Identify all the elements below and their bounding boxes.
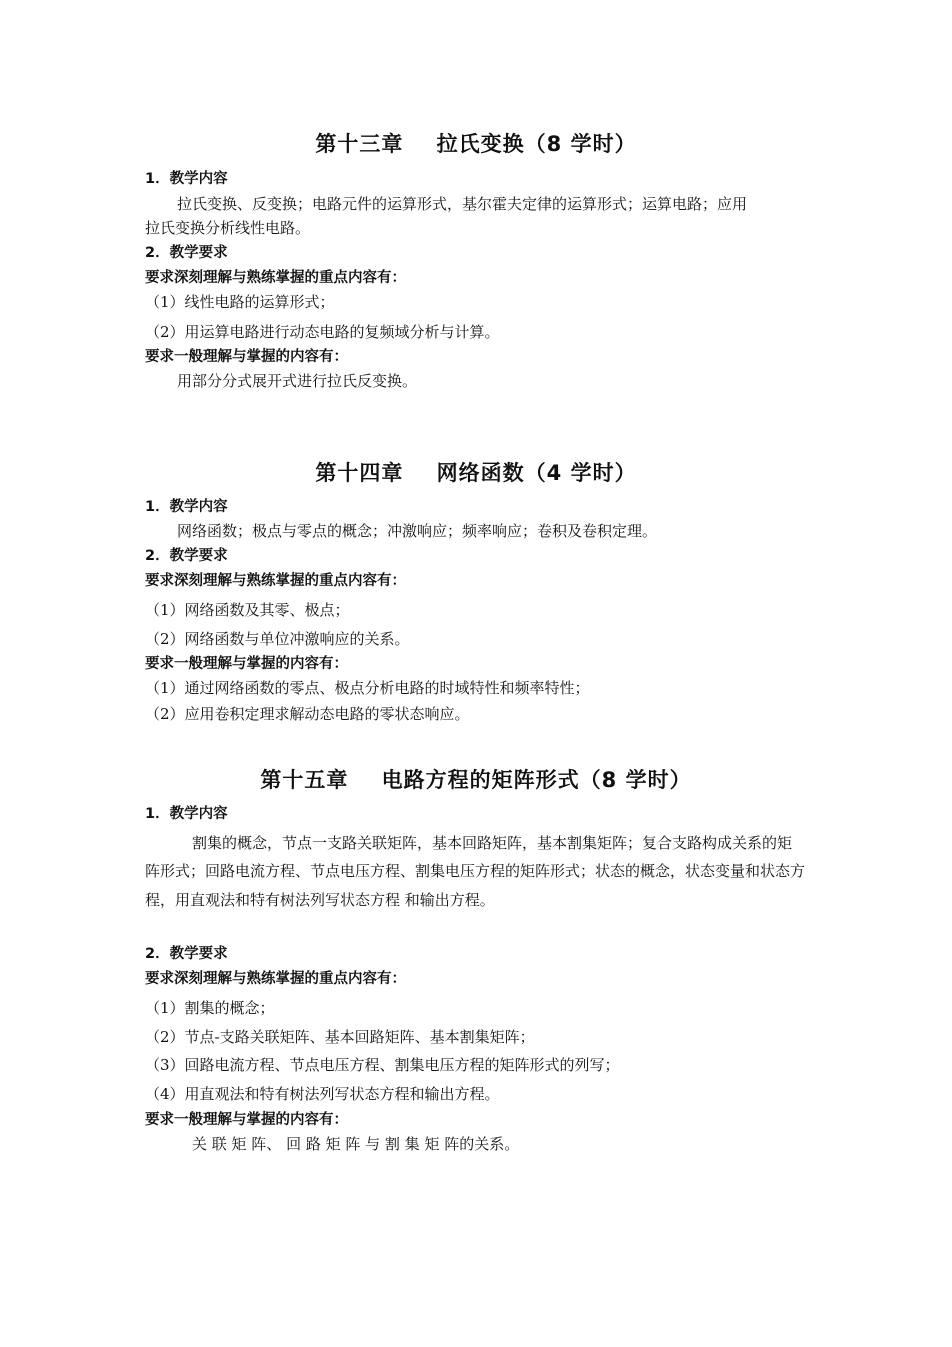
ch14-content-line1: 网络函数；极点与零点的概念；冲激响应；频率响应；卷积及卷积定理。 <box>177 522 658 540</box>
ch15-general-text: 关 联 矩 阵、 回 路 矩 阵 与 割 集 矩 阵的关系。 <box>192 1135 520 1153</box>
ch15-key-item-2: （2）节点-支路关联矩阵、基本回路矩阵、基本割集矩阵； <box>145 1028 535 1046</box>
ch14-key-heading: 要求深刻理解与熟练掌握的重点内容有： <box>145 573 406 589</box>
ch13-general-heading: 要求一般理解与掌握的内容有： <box>145 349 348 365</box>
ch13-key-item-1: （1）线性电路的运算形式； <box>145 293 335 311</box>
ch15-section1-heading: 1．教学内容 <box>145 806 228 822</box>
ch15-content-line1: 割集的概念，节点一支路关联矩阵，基本回路矩阵，基本割集矩阵；复合支路构成关系的矩 <box>192 834 793 852</box>
ch13-section2-heading: 2．教学要求 <box>145 245 228 261</box>
ch14-key-item-1: （1）网络函数及其零、极点； <box>145 601 350 619</box>
ch13-key-item-2: （2）用运算电路进行动态电路的复频域分析与计算。 <box>145 323 500 341</box>
chapter-15-title: 第十五章 电路方程的矩阵形式（8 学时） <box>260 768 692 792</box>
ch15-key-item-1: （1）割集的概念； <box>145 999 275 1017</box>
ch15-key-heading: 要求深刻理解与熟练掌握的重点内容有： <box>145 971 406 987</box>
ch14-general-item-1: （1）通过网络函数的零点、极点分析电路的时域特性和频率特性； <box>145 679 590 697</box>
ch14-general-item-2: （2）应用卷积定理求解动态电路的零状态响应。 <box>145 705 470 723</box>
ch13-key-heading: 要求深刻理解与熟练掌握的重点内容有： <box>145 270 406 286</box>
ch14-key-item-2: （2）网络函数与单位冲激响应的关系。 <box>145 630 410 648</box>
ch13-section1-heading: 1．教学内容 <box>145 171 228 187</box>
ch13-content-line1: 拉氏变换、反变换；电路元件的运算形式，基尔霍夫定律的运算形式；运算电路；应用 <box>177 195 748 213</box>
ch15-key-item-3: （3）回路电流方程、节点电压方程、割集电压方程的矩阵形式的列写； <box>145 1056 620 1074</box>
ch14-section1-heading: 1．教学内容 <box>145 499 228 515</box>
ch14-section2-heading: 2．教学要求 <box>145 548 228 564</box>
ch14-general-heading: 要求一般理解与掌握的内容有： <box>145 656 348 672</box>
chapter-14-title: 第十四章 网络函数（4 学时） <box>315 461 637 485</box>
chapter-13-title: 第十三章 拉氏变换（8 学时） <box>315 132 637 156</box>
ch15-section2-heading: 2．教学要求 <box>145 946 228 962</box>
ch15-general-heading: 要求一般理解与掌握的内容有： <box>145 1112 348 1128</box>
ch13-content-line2: 拉氏变换分析线性电路。 <box>145 219 311 237</box>
ch15-content-line2: 阵形式；回路电流方程、节点电压方程、割集电压方程的矩阵形式；状态的概念，状态变量和状态方 <box>145 862 806 880</box>
ch15-key-item-4: （4）用直观法和特有树法列写状态方程和输出方程。 <box>145 1085 500 1103</box>
ch13-general-text: 用部分分式展开式进行拉氏反变换。 <box>177 372 418 390</box>
ch15-content-line3: 程，用直观法和特有树法列写状态方程 和输出方程。 <box>145 891 495 909</box>
